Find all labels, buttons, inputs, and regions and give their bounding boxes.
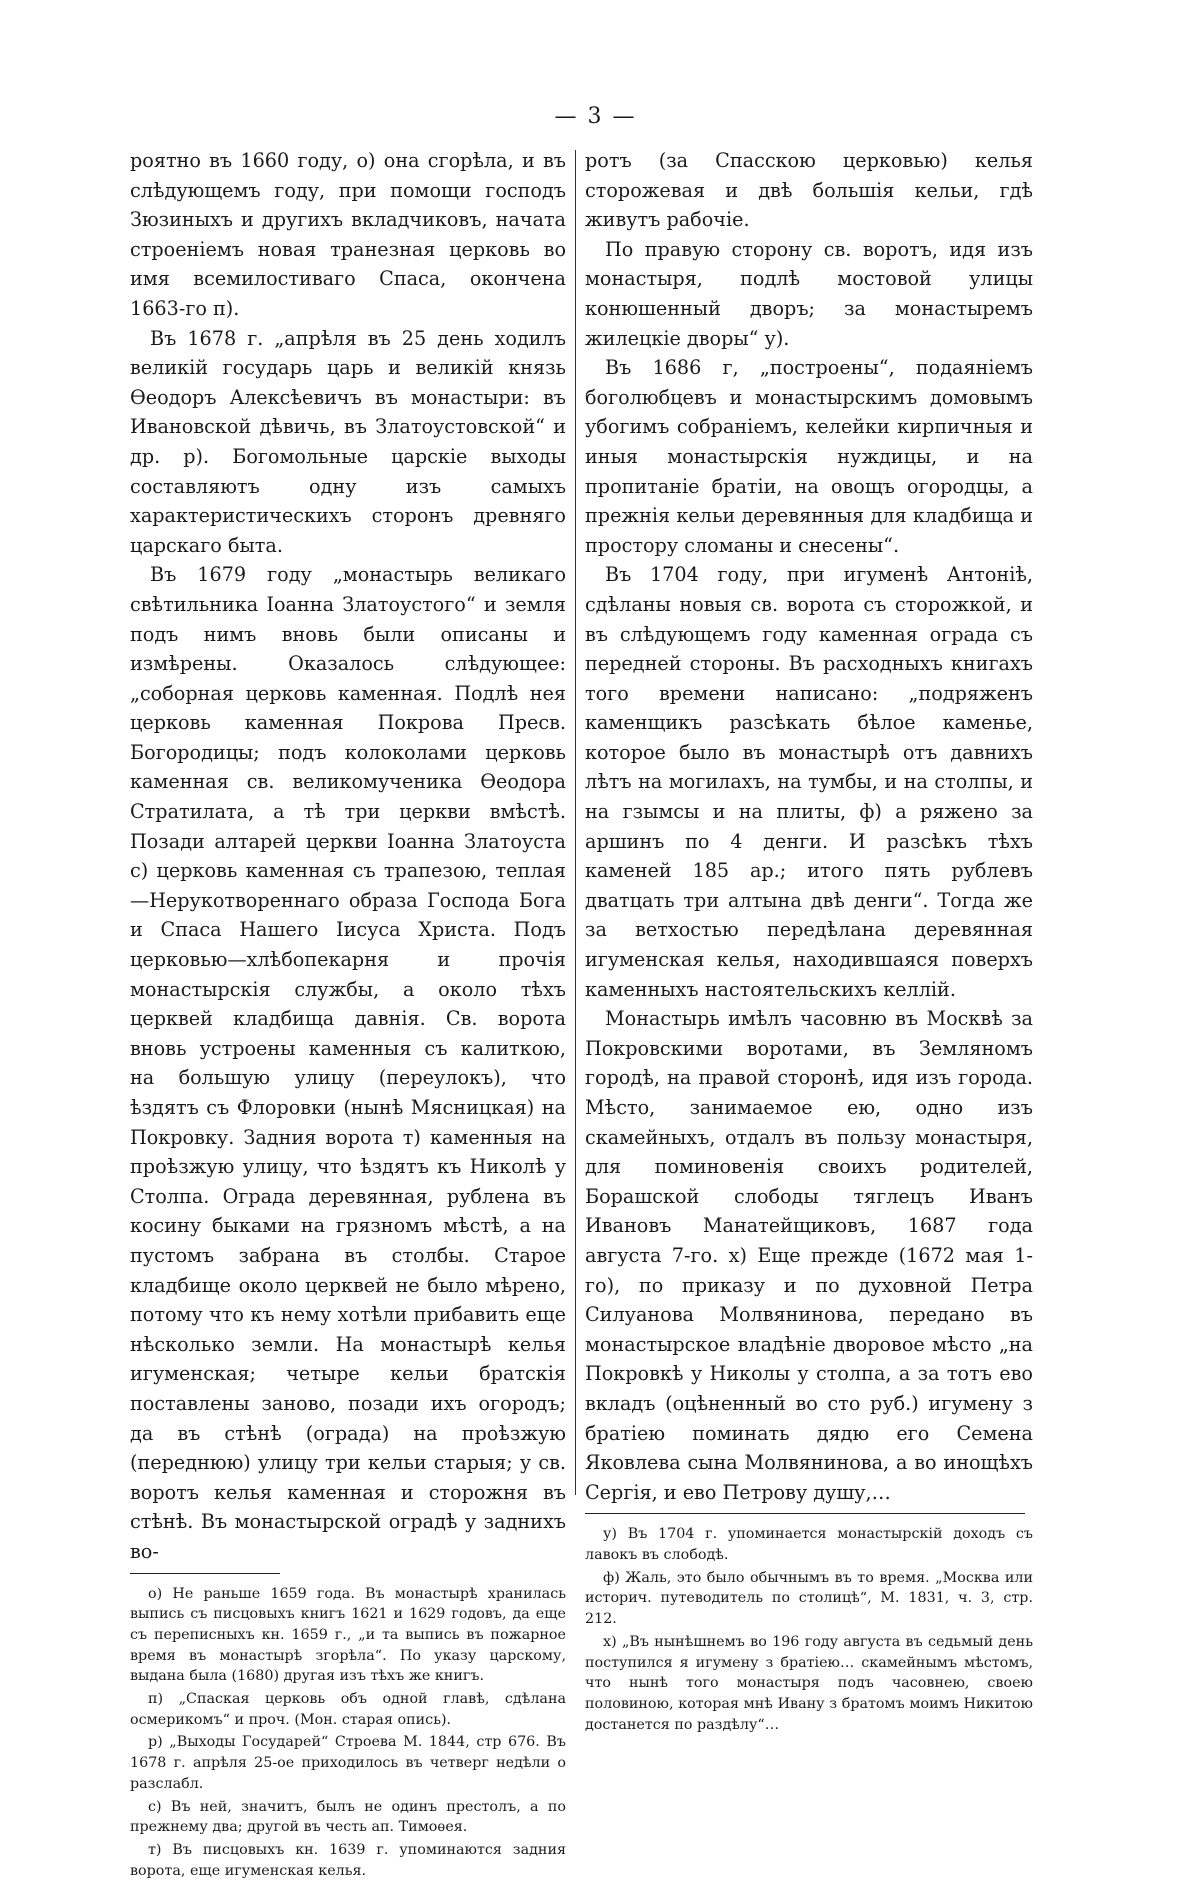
right-footnotes [585, 1524, 1033, 1735]
right-paragraph-1: ротъ (за Спасскою церковью) келья сторожевая и двѣ большія кельи, гдѣ живутъ рабочіе. [585, 146, 1033, 235]
column-divider [575, 150, 576, 1495]
right-column [585, 146, 1033, 1735]
left-paragraph-1: роятно въ 1660 году, о) она сгорѣла, и въ слѣдующемъ году, при помощи господъ Зюзиныхъ и другихъ вкладчиковъ, начата строеніемъ новая транезная церковь во имя всемилостиваго Спаса, окончена 1663-го п). [130, 146, 566, 324]
footnote-rule-left [130, 1573, 280, 1574]
footnote-f: ф) Жаль, это было обычнымъ въ то время. „Москва или историч. путеводитель по столицѣ“, М. 1831, ч. 3, стр. 212. [585, 1568, 1033, 1630]
page-number: — 3 — [0, 104, 1191, 129]
footnote-p: п) „Спаская церковь объ одной главѣ, сдѣлана осмерикомъ“ и проч. (Мон. старая опись). [130, 1689, 566, 1730]
footnote-o: о) Не раньше 1659 года. Въ монастырѣ хранилась выпись съ писцовыхъ книгъ 1621 и 1629 годовъ, да еще съ переписныхъ кн. 1659 г., „и та выпись въ пожарное время въ монастырѣ згорѣла“. По указу царскому, выдана была (1680) другая изъ тѣхъ же книгъ. [130, 1584, 566, 1688]
left-footnotes [130, 1584, 566, 1881]
left-paragraph-3: Въ 1679 году „монастырь великаго свѣтильника Іоанна Златоустого“ и земля подъ нимъ вновь были описаны и измѣрены. Оказалось слѣдующее: „соборная церковь каменная. Подлѣ нея церковь каменная Покрова Пресв. Богородицы; подъ колоколами церковь каменная св. великомученика Ѳеодора Стратилата, а тѣ три церкви вмѣстѣ. Позади алтарей церкви Іоанна Златоуста с) церковь каменная съ трапезою, теплая—Нерукотвореннаго образа Господа Бога и Спаса Нашего Іисуса Христа. Подъ церковью—хлѣбопекарня и прочія монастырскія службы, а около тѣхъ церквей кладбища давнія. Св. ворота вновь устроены каменныя съ калиткою, на большую улицу (переулокъ), что ѣздятъ съ Флоровки (нынѣ Мясницкая) на Покровку. Задния ворота т) каменныя на проѣзжую улицу, что ѣздятъ къ Николѣ у Столпа. Ограда деревянная, рублена въ косину быками на грязномъ мѣстѣ, а на пустомъ забрана въ столбы. Старое кладбище около церквей не было мѣрено, потому что къ нему хотѣли прибавить еще нѣсколько земли. На монастырѣ келья игуменская; четыре кельи братскія поставлены заново, позади ихъ огородъ; да въ стѣнѣ (ограда) на проѣзжую (переднюю) улицу три кельи старыя; у св. воротъ келья каменная и сторожня въ стѣнѣ. Въ монастырской оградѣ у заднихъ во- [130, 560, 566, 1566]
footnote-r: р) „Выходы Государей“ Строева М. 1844, стр 676. Въ 1678 г. апрѣля 25-ое приходилось въ четверг недѣли о разслабл. [130, 1732, 566, 1794]
left-paragraph-2: Въ 1678 г. „апрѣля въ 25 день ходилъ великій государь царь и великій князь Ѳеодоръ Алексѣевичъ въ монастыри: въ Ивановской дѣвичь, въ Златоустовской“ и др. р). Богомольные царскіе выходы составляютъ одну изъ самыхъ характеристическихъ сторонъ древняго царскаго быта. [130, 324, 566, 561]
right-paragraph-3: Въ 1686 г, „построены“, подаяніемъ боголюбцевъ и монастырскимъ домовымъ убогимъ собраніемъ, келейки кирпичныя и иныя монастырскія нуждицы, и на пропитаніе братіи, на овощъ огородцы, а прежнія кельи деревянныя для кладбища и простору сломаны и снесены“. [585, 353, 1033, 560]
left-column [130, 146, 566, 1881]
footnote-kh: х) „Въ нынѣшнемъ во 196 году августа въ седьмый день поступился я игумену з братіею… скамейнымъ мѣстомъ, что нынѣ того монастыря подъ часовнею, своею половиною, которая мнѣ Ивану з братомъ моимъ Никитою достанется по раздѣлу“… [585, 1632, 1033, 1736]
footnote-s: с) Въ ней, значитъ, былъ не одинъ престолъ, а по прежнему два; другой въ честь ап. Тимоѳея. [130, 1797, 566, 1838]
right-paragraph-2: По правую сторону св. воротъ, идя изъ монастыря, подлѣ мостовой улицы конюшенный дворъ; за монастыремъ жилецкіе дворы“ у). [585, 235, 1033, 353]
right-paragraph-4: Въ 1704 году, при игуменѣ Антоніѣ, сдѣланы новыя св. ворота съ сторожкой, и въ слѣдующемъ году каменная ограда съ передней стороны. Въ расходныхъ книгахъ того времени написано: „подряженъ каменщикъ разсѣкать бѣлое каменье, которое было въ монастырѣ отъ давнихъ лѣтъ на могилахъ, на тумбы, и на столпы, и на гзымсы и на плиты, ф) а ряжено за аршинъ по 4 денги. И разсѣкъ тѣхъ каменей 185 ар.; итого пять рублевъ дватцать три алтына двѣ денги“. Тогда же за ветхостью передѣлана деревянная игуменская келья, находившаяся поверхъ каменныхъ настоятельскихъ келлій. [585, 560, 1033, 1004]
footnote-u: у) Въ 1704 г. упоминается монастырскій доходъ съ лавокъ въ слободѣ. [585, 1524, 1033, 1565]
right-paragraph-5: Монастырь имѣлъ часовню въ Москвѣ за Покровскими воротами, въ Земляномъ городѣ, на правой сторонѣ, идя изъ города. Мѣсто, занимаемое ею, одно изъ скамейныхъ, отдалъ въ пользу монастыря, для поминовенія своихъ родителей, Борашской слободы тяглецъ Иванъ Ивановъ Манатейщиковъ, 1687 года августа 7-го. х) Еще прежде (1672 мая 1-го), по приказу и по духовной Петра Силуанова Молвянинова, передано въ монастырское владѣніе дворовое мѣсто „на Покровкѣ у Николы у столпа, а за тотъ ево вкладъ (оцѣненный во сто руб.) игумену з братіею поминать дядю его Семена Яковлева сына Молвянинова, а во инощѣхъ Сергія, и ево Петрову душу,… [585, 1004, 1033, 1507]
footnote-t: т) Въ писцовыхъ кн. 1639 г. упоминаются задния ворота, еще игуменская келья. [130, 1840, 566, 1881]
footnote-rule-right [585, 1513, 1025, 1514]
